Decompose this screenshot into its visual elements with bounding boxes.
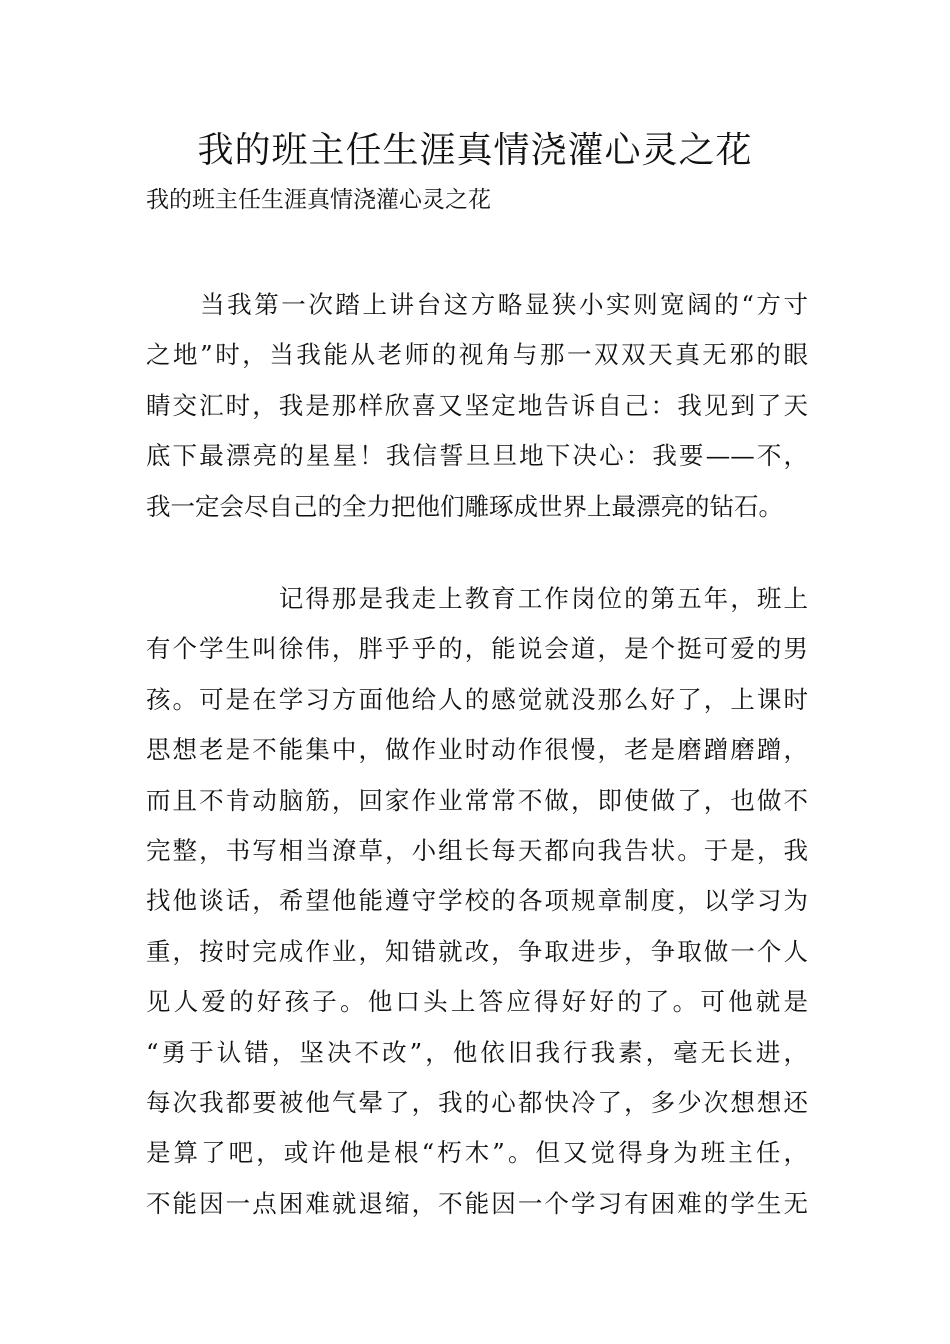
paragraph-line: 之地”时，当我能从老师的视角与那一双双天真无邪的眼 — [146, 340, 808, 370]
paragraph-line: 有个学生叫徐伟，胖乎乎的，能说会道，是个挺可爱的男 — [146, 634, 808, 664]
paragraph-line: 不能因一点困难就退缩，不能因一个学习有困难的学生无 — [146, 1188, 808, 1218]
paragraph-line: 见人爱的好孩子。他口头上答应得好好的了。可他就是 — [146, 987, 808, 1017]
paragraph-1 — [146, 280, 808, 532]
document-title: 我的班主任生涯真情浇灌心灵之花 — [197, 130, 753, 171]
paragraph-line: 孩。可是在学习方面他给人的感觉就没那么好了，上课时 — [146, 684, 808, 714]
paragraph-line: 当我第一次踏上讲台这方略显狭小实则宽阔的“方寸 — [146, 290, 808, 319]
paragraph-line: 我一定会尽自己的全力把他们雕琢成世界上最漂亮的钻石。 — [146, 491, 783, 521]
paragraph-line: 记得那是我走上教育工作岗位的第五年，班上 — [146, 584, 808, 613]
paragraph-line: 底下最漂亮的星星！我信誓旦旦地下决心：我要——不， — [146, 441, 808, 471]
paragraph-line: 每次我都要被他气晕了，我的心都快冷了，多少次想想还 — [146, 1088, 808, 1118]
paragraph-line: 找他谈话，希望他能遵守学校的各项规章制度，以学习为 — [146, 886, 808, 916]
paragraph-line: 完整，书写相当潦草，小组长每天都向我告状。于是，我 — [146, 836, 808, 866]
paragraph-line: 思想老是不能集中，做作业时动作很慢，老是磨蹭磨蹭， — [146, 735, 808, 765]
paragraph-line: “勇于认错，坚决不改”，他依旧我行我素，毫无长进， — [146, 1037, 808, 1067]
document-subtitle: 我的班主任生涯真情浇灌心灵之花 — [146, 187, 491, 213]
paragraph-line: 睛交汇时，我是那样欣喜又坚定地告诉自己：我见到了天 — [146, 390, 808, 420]
paragraph-line: 重，按时完成作业，知错就改，争取进步，争取做一个人 — [146, 936, 808, 966]
paragraph-line: 而且不肯动脑筋，回家作业常常不做，即使做了，也做不 — [146, 785, 808, 815]
paragraph-2 — [146, 574, 808, 1229]
paragraph-line: 是算了吧，或许他是根“朽木”。但又觉得身为班主任， — [146, 1138, 808, 1168]
